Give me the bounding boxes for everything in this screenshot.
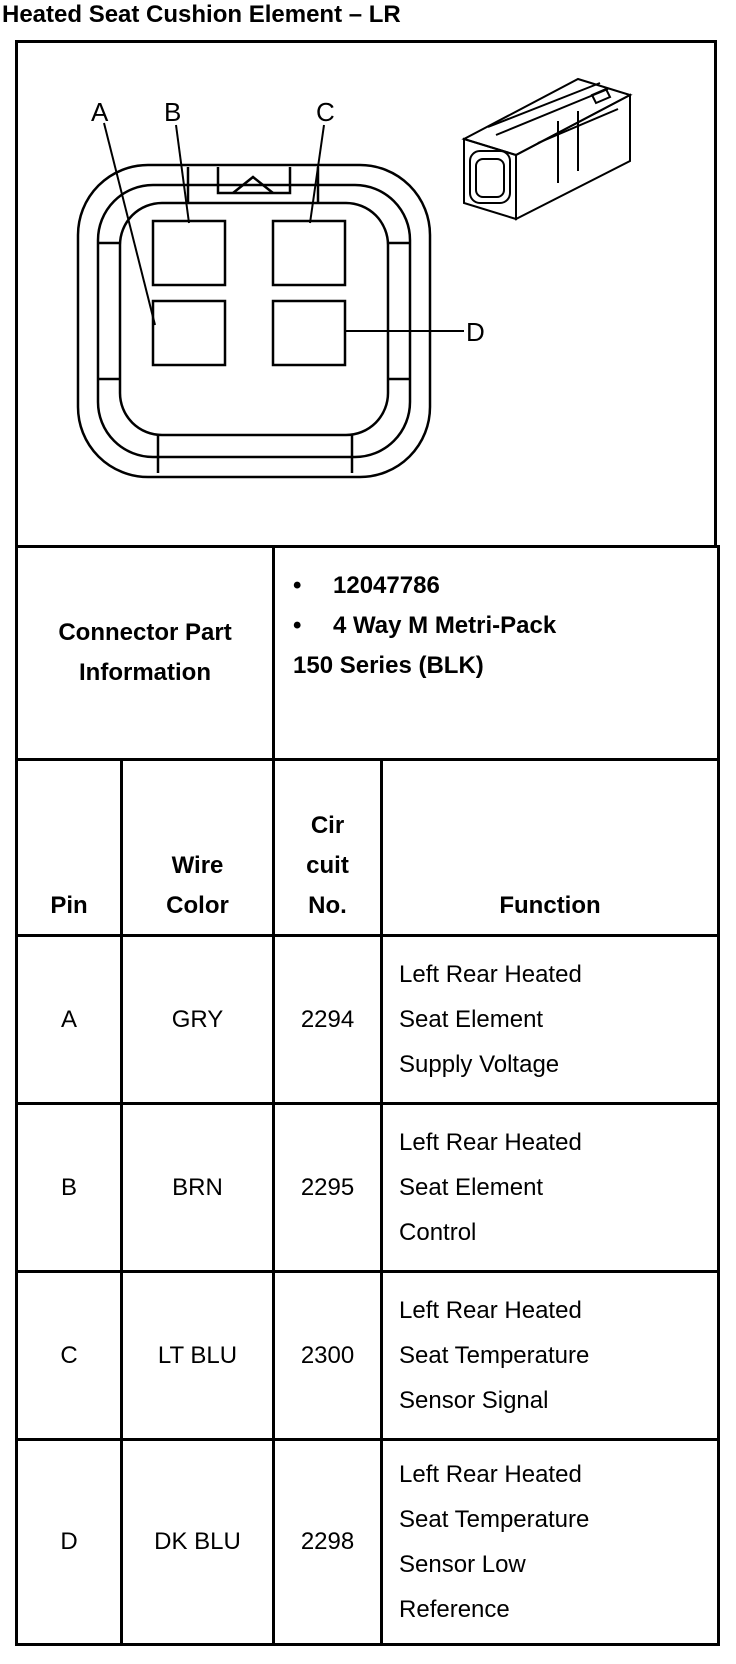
function-line: Seat Temperature: [399, 1506, 590, 1533]
part-number: 12047786: [333, 572, 440, 599]
cavity-c: [273, 221, 345, 285]
circuit-cell: 2294: [274, 936, 382, 1104]
connector-outer-shell: [78, 165, 430, 477]
header-function-text: Function: [499, 892, 601, 919]
pin-cell: D: [17, 1440, 122, 1645]
connector-part-info-value: [274, 547, 719, 760]
pin-cell: A: [17, 936, 122, 1104]
function-cell: [382, 1104, 719, 1272]
header-wire-color-line2: Color: [166, 892, 229, 919]
page-title: Heated Seat Cushion Element – LR: [2, 1, 401, 28]
cavity-a: [153, 301, 225, 365]
pin-cell: C: [17, 1272, 122, 1440]
function-line: Seat Temperature: [399, 1342, 590, 1369]
circuit-cell: 2298: [274, 1440, 382, 1645]
header-function: [382, 760, 719, 936]
table-row: [17, 1104, 719, 1272]
function-line: Seat Element: [399, 1174, 544, 1201]
pin-label-d: D: [466, 317, 485, 347]
table-row: [17, 1272, 719, 1440]
table-row: [17, 1440, 719, 1645]
table-header-row: [17, 760, 719, 936]
cavity-d: [273, 301, 345, 365]
connector-face-drawing: [18, 43, 720, 548]
pin-label-c: C: [316, 97, 335, 127]
function-cell: [382, 1272, 719, 1440]
function-line: Left Rear Heated: [399, 1129, 582, 1156]
bullet-icon: •: [293, 572, 302, 599]
function-cell: [382, 1440, 719, 1645]
function-line: Seat Element: [399, 1006, 544, 1033]
function-line: Supply Voltage: [399, 1051, 560, 1078]
cavity-b: [153, 221, 225, 285]
pin-label-b: B: [164, 97, 182, 127]
bullet-icon: •: [293, 612, 302, 639]
circuit-cell: 2295: [274, 1104, 382, 1272]
header-pin: [17, 760, 122, 936]
leader-line-a: [104, 123, 155, 325]
pin-label-a: A: [91, 97, 109, 127]
connector-info-row: [17, 547, 719, 760]
description-row: [293, 606, 717, 646]
wire-color-cell: DK BLU: [122, 1440, 274, 1645]
wire-color-cell: BRN: [122, 1104, 274, 1272]
header-circuit-line3: No.: [308, 892, 347, 919]
connector-lock-tab: [218, 167, 290, 193]
connector-part-info-label-line1: Connector Part: [58, 619, 232, 646]
header-circuit-line1: Cir: [310, 812, 345, 839]
connector-part-info-label: [17, 547, 274, 760]
connector-diagram: [15, 40, 717, 545]
part-number-row: [293, 566, 717, 606]
connector-inner-shell: [98, 185, 410, 457]
circuit-cell: 2300: [274, 1272, 382, 1440]
function-line: Reference: [399, 1596, 510, 1623]
function-line: Sensor Signal: [399, 1387, 549, 1414]
function-line: Control: [399, 1219, 477, 1246]
function-cell: [382, 936, 719, 1104]
table-row: [17, 936, 719, 1104]
function-line: Sensor Low: [399, 1551, 526, 1578]
header-circuit-no: [274, 760, 382, 936]
header-circuit-line2: cuit: [306, 852, 349, 879]
connector-description-line1: 4 Way M Metri-Pack: [333, 612, 557, 639]
wire-color-cell: LT BLU: [122, 1272, 274, 1440]
connector-isometric-icon: [464, 79, 630, 219]
header-wire-color-line1: Wire: [171, 852, 224, 879]
connector-description-line2: 150 Series (BLK): [293, 652, 484, 679]
leader-line-c: [310, 125, 324, 223]
header-pin-text: Pin: [50, 892, 88, 919]
connector-pinout-table: [15, 545, 720, 1646]
wire-color-cell: GRY: [122, 936, 274, 1104]
function-line: Left Rear Heated: [399, 961, 582, 988]
function-line: Left Rear Heated: [399, 1461, 582, 1488]
function-line: Left Rear Heated: [399, 1297, 582, 1324]
header-wire-color: [122, 760, 274, 936]
connector-part-info-label-line2: Information: [79, 659, 211, 686]
connector-cavity-frame: [120, 203, 388, 435]
pin-cell: B: [17, 1104, 122, 1272]
